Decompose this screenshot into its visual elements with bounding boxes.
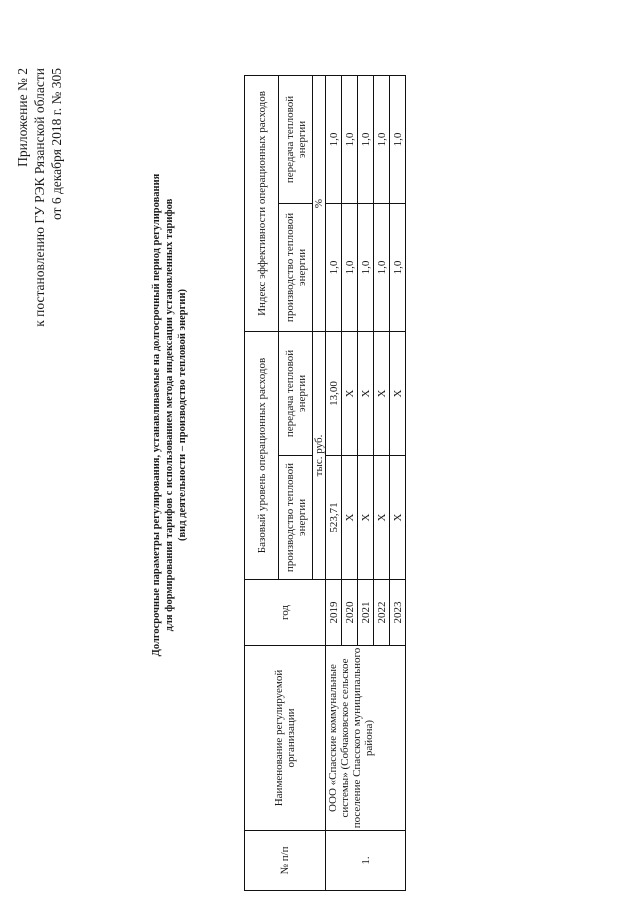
cell-base-production: X <box>390 456 406 580</box>
header-year: год <box>245 580 326 646</box>
cell-eff-production: 1,0 <box>326 203 342 331</box>
header-base-level: Базовый уровень операционных расходов <box>245 331 279 579</box>
row-number: 1. <box>326 831 406 891</box>
header-efficiency-index: Индекс эффективности операционных расходов <box>245 75 279 331</box>
table-row <box>326 75 342 890</box>
cell-year: 2023 <box>390 580 406 646</box>
cell-year: 2021 <box>358 580 374 646</box>
appendix-resolution: к постановлению ГУ РЭК Рязанской области <box>32 68 47 327</box>
header-row-number: № п/п <box>245 831 326 891</box>
title-line-1: Долгосрочные параметры регулирования, устанавливаемые на долгосрочный период регулирования <box>151 173 162 657</box>
cell-eff-production: 1,0 <box>358 203 374 331</box>
cell-eff-transmission: 1,0 <box>326 75 342 203</box>
unit-thousand-rubles: тыс. руб. <box>313 331 326 579</box>
title-line-3: (вид деятельности – производство тепловой энергии) <box>177 289 188 542</box>
appendix-date: от 6 декабря 2018 г. № 305 <box>49 68 64 221</box>
header-base-transmission: передача тепловой энергии <box>279 331 313 455</box>
unit-percent: % <box>313 75 326 331</box>
cell-base-production: X <box>374 456 390 580</box>
cell-year: 2019 <box>326 580 342 646</box>
cell-base-transmission: X <box>342 331 358 455</box>
cell-base-transmission: X <box>358 331 374 455</box>
organization-name: ООО «Спасские коммунальные системы» (Собчаковское сельское поселение Спасского муниципального района) <box>326 646 406 831</box>
cell-year: 2020 <box>342 580 358 646</box>
cell-base-production: X <box>358 456 374 580</box>
header-organization: Наименование регулируемой организации <box>245 646 326 831</box>
document-title <box>150 55 189 775</box>
cell-base-production: X <box>342 456 358 580</box>
cell-eff-transmission: 1,0 <box>342 75 358 203</box>
header-base-production: производство тепловой энергии <box>279 456 313 580</box>
cell-base-transmission: X <box>390 331 406 455</box>
cell-eff-transmission: 1,0 <box>358 75 374 203</box>
parameters-table <box>244 75 406 891</box>
header-eff-production: производство тепловой энергии <box>279 203 313 331</box>
cell-year: 2022 <box>374 580 390 646</box>
appendix-number: Приложение № 2 <box>15 68 30 167</box>
cell-eff-transmission: 1,0 <box>374 75 390 203</box>
cell-base-transmission: X <box>374 331 390 455</box>
cell-eff-production: 1,0 <box>390 203 406 331</box>
cell-eff-production: 1,0 <box>374 203 390 331</box>
header-eff-transmission: передача тепловой энергии <box>279 75 313 203</box>
cell-eff-transmission: 1,0 <box>390 75 406 203</box>
title-line-2: для формирования тарифов с использованием метода индексации установленных тарифов <box>164 198 175 632</box>
cell-eff-production: 1,0 <box>342 203 358 331</box>
cell-base-production: 523,71 <box>326 456 342 580</box>
cell-base-transmission: 13,00 <box>326 331 342 455</box>
appendix-header <box>14 68 65 327</box>
